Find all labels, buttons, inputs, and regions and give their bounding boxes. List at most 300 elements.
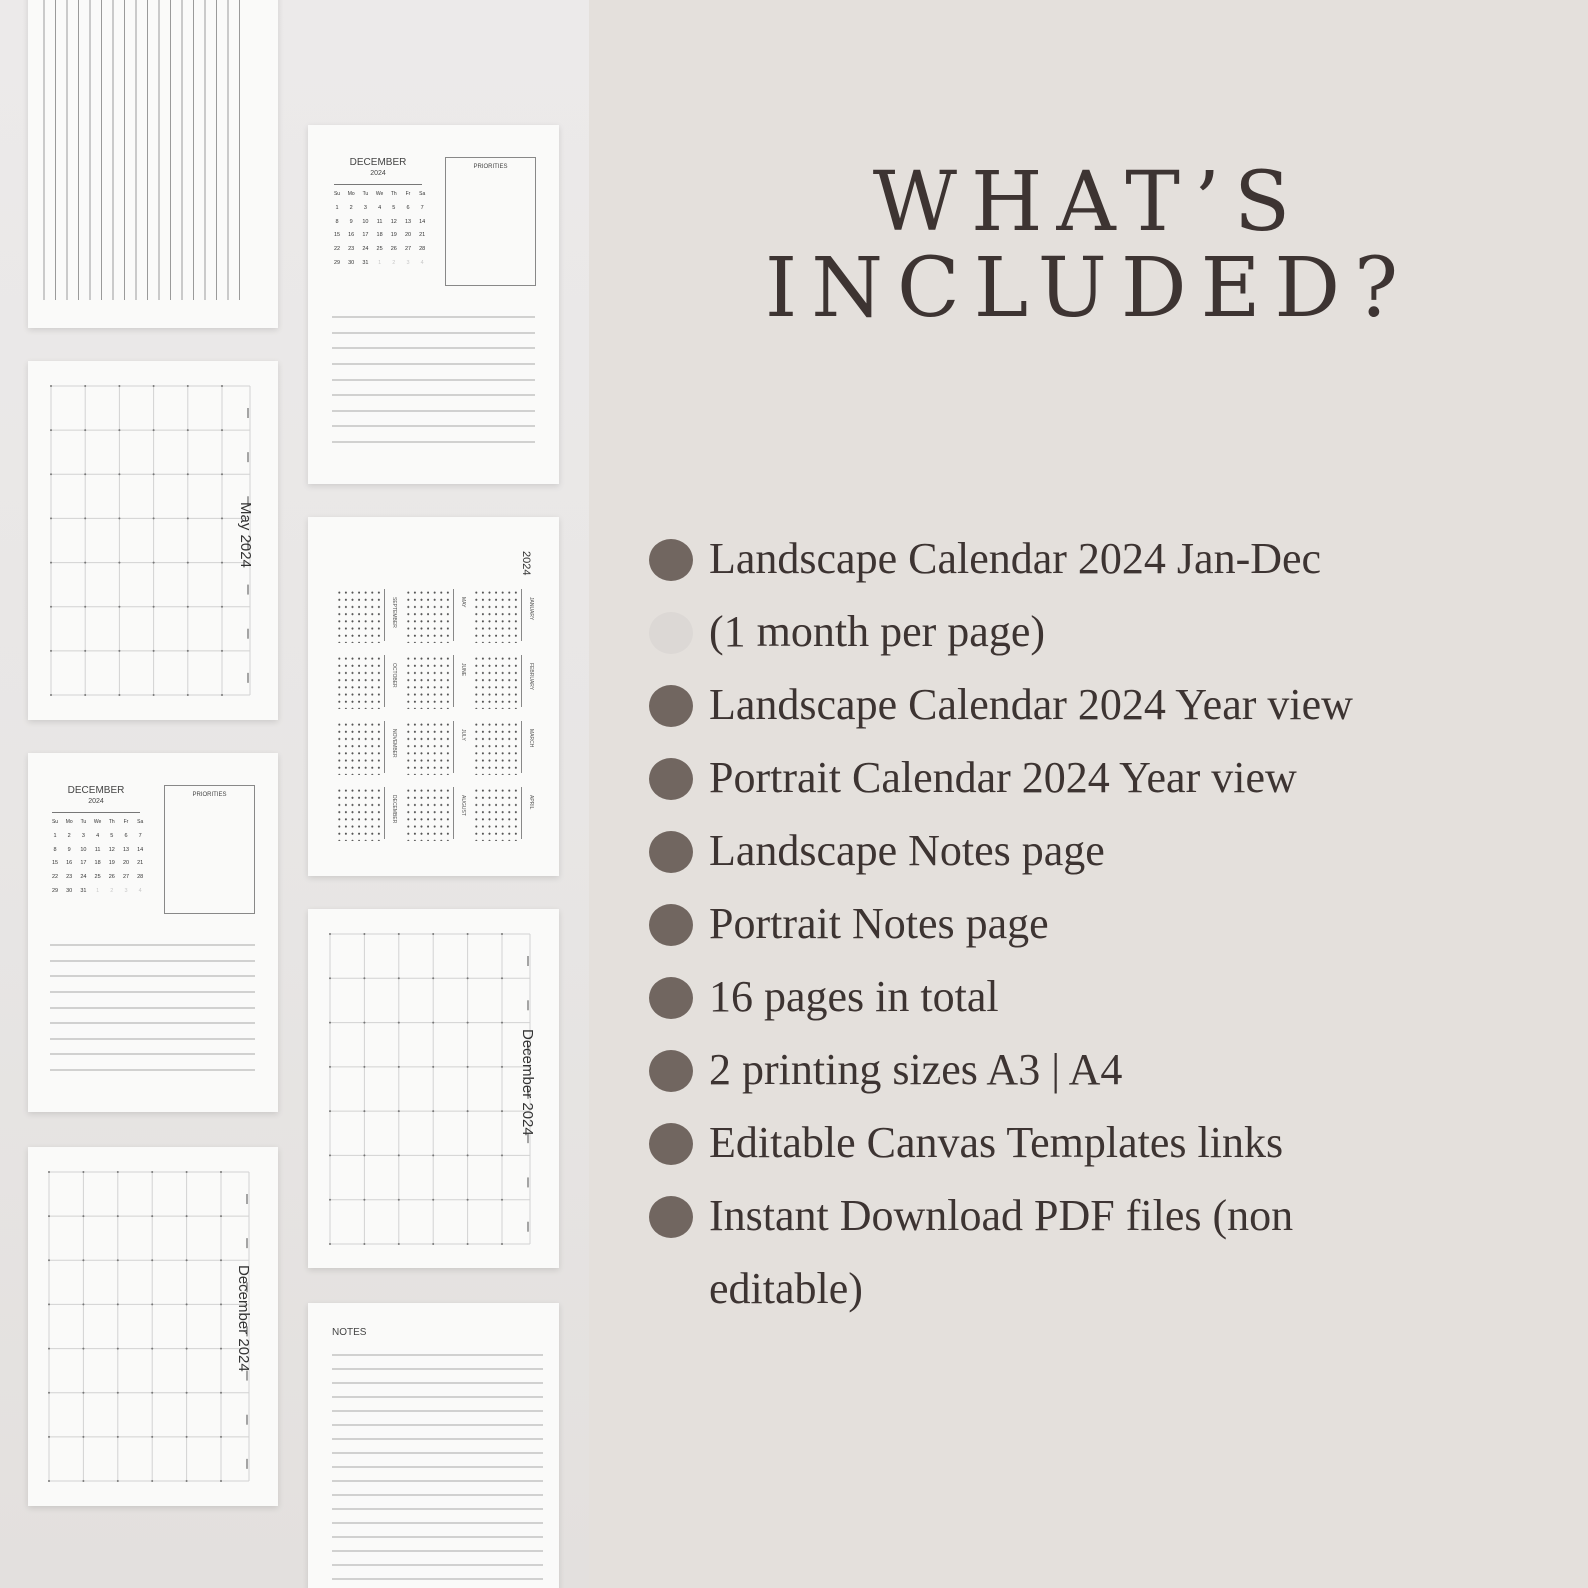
day-number: 9 (349, 218, 353, 225)
year-month-days (405, 655, 451, 709)
day-number: 9 (67, 846, 71, 853)
day-number: 1 (378, 260, 382, 266)
day-number: 20 (122, 860, 130, 867)
weekday-label: Mo (65, 819, 73, 825)
grid-dot (118, 385, 120, 387)
grid-dot (398, 1243, 400, 1245)
grid-dot (82, 1480, 84, 1482)
grid-dot (329, 1022, 331, 1024)
grid-dot (398, 1110, 400, 1112)
day-number: 3 (81, 832, 85, 839)
day-number: 21 (137, 860, 144, 867)
priorities-label: PRIORITIES (192, 792, 227, 798)
feature-item: Landscape Calendar 2024 Year view (709, 680, 1353, 729)
grid-dot (221, 562, 223, 564)
year-month-days (336, 589, 382, 643)
day-number: 12 (108, 846, 115, 853)
grid-dot (398, 933, 400, 935)
day-number: 31 (80, 888, 87, 894)
grid-dot (501, 1110, 503, 1112)
day-number: 13 (122, 846, 130, 853)
grid-dot (50, 694, 52, 696)
year-month-label: NOVEMBER (391, 729, 397, 758)
grid-dot (501, 1154, 503, 1156)
priorities-label: PRIORITIES (473, 164, 508, 170)
mini-year-label: 2024 (88, 798, 104, 805)
grid-dot (398, 1154, 400, 1156)
weekday-label: Sa (419, 191, 426, 197)
year-month-days (473, 655, 519, 709)
grid-dot (186, 1215, 188, 1217)
day-number: 4 (420, 260, 424, 266)
bullet-icon (649, 977, 693, 1019)
year-month-divider (521, 655, 522, 707)
bullet-icon (649, 758, 693, 800)
grid-dot (82, 1259, 84, 1261)
day-number: 31 (362, 260, 369, 266)
grid-dot (151, 1259, 153, 1261)
day-number: 4 (138, 888, 142, 894)
year-month-divider (521, 589, 522, 641)
grid-dot (187, 517, 189, 519)
grid-dot (151, 1303, 153, 1305)
grid-dot (467, 1199, 469, 1201)
grid-dot (220, 1215, 222, 1217)
weekday-label: Sa (137, 819, 144, 825)
preview-december-priorities-b (28, 753, 278, 1112)
grid-dot (153, 385, 155, 387)
day-number: 23 (348, 246, 355, 253)
day-number: 2 (392, 260, 396, 266)
year-month-label: DECEMBER (391, 795, 397, 824)
grid-dot (363, 1243, 365, 1245)
grid-dot (329, 1110, 331, 1112)
day-number: 17 (362, 232, 369, 239)
grid-dot (50, 473, 52, 475)
preview-december-priorities-a (308, 125, 559, 484)
grid-dot (398, 1022, 400, 1024)
grid-dot (363, 1066, 365, 1068)
grid-dot (82, 1215, 84, 1217)
year-month-days (473, 589, 519, 643)
day-number: 5 (110, 832, 114, 839)
grid-dot (501, 933, 503, 935)
grid-dot (50, 517, 52, 519)
grid-dot (84, 517, 86, 519)
grid-dot (117, 1303, 119, 1305)
year-month-divider (521, 787, 522, 839)
day-number: 22 (333, 246, 341, 253)
day-number: 18 (376, 232, 383, 239)
preview-year-view (308, 517, 559, 876)
page-title (589, 155, 1588, 336)
grid-dot (187, 694, 189, 696)
weekday-label: Fr (405, 191, 411, 197)
year-month-days (336, 721, 382, 775)
year-month-label: AUGUST (460, 795, 466, 816)
feature-item: Editable Canvas Templates links (709, 1118, 1284, 1167)
grid-dot (118, 562, 120, 564)
day-number: 30 (66, 888, 73, 894)
grid-dot (118, 429, 120, 431)
grid-dot (187, 606, 189, 608)
year-month-label: JULY (460, 729, 466, 741)
feature-item: Landscape Notes page (709, 826, 1105, 875)
grid-dot (363, 977, 365, 979)
year-month-divider (384, 655, 385, 707)
feature-item: Instant Download PDF files (non (709, 1191, 1294, 1240)
december-label: December 2024 (519, 1029, 536, 1136)
feature-item: (1 month per page) (709, 607, 1045, 656)
year-month-label: JUNE (460, 663, 466, 677)
day-number: 20 (404, 232, 412, 239)
grid-dot (82, 1392, 84, 1394)
grid-dot (153, 517, 155, 519)
grid-dot (221, 429, 223, 431)
grid-dot (48, 1348, 50, 1350)
year-month-days (473, 787, 519, 841)
grid-dot (50, 385, 52, 387)
grid-dot (48, 1215, 50, 1217)
grid-dot (153, 473, 155, 475)
preview-may-2024 (28, 361, 278, 720)
grid-dot (467, 1066, 469, 1068)
grid-dot (50, 606, 52, 608)
grid-dot (117, 1436, 119, 1438)
day-number: 29 (51, 888, 59, 894)
grid-dot (432, 1199, 434, 1201)
weekday-label: We (93, 819, 102, 825)
mini-year-label: 2024 (370, 170, 386, 177)
december-bottom-label: December 2024 (235, 1265, 252, 1372)
year-month-divider (384, 721, 385, 773)
day-number: 12 (390, 218, 397, 225)
feature-item: 2 printing sizes A3 | A4 (709, 1045, 1123, 1094)
grid-dot (151, 1171, 153, 1173)
grid-dot (467, 1243, 469, 1245)
day-number: 24 (80, 874, 87, 881)
bullet-icon (649, 904, 693, 946)
bullet-icon (649, 1050, 693, 1092)
grid-dot (221, 650, 223, 652)
grid-dot (84, 385, 86, 387)
grid-dot (48, 1303, 50, 1305)
day-number: 13 (404, 218, 412, 225)
day-number: 3 (124, 888, 128, 894)
grid-dot (329, 1154, 331, 1156)
day-number: 7 (138, 832, 142, 839)
day-number: 6 (124, 832, 128, 839)
grid-dot (187, 429, 189, 431)
day-number: 11 (376, 218, 383, 225)
preview-december-2024-bottom (28, 1147, 278, 1506)
grid-dot (467, 933, 469, 935)
bullet-icon (649, 1196, 693, 1238)
grid-dot (48, 1259, 50, 1261)
grid-dot (84, 473, 86, 475)
day-number: 6 (406, 204, 410, 211)
grid-dot (363, 933, 365, 935)
year-label: 2024 (520, 551, 532, 576)
grid-dot (220, 1480, 222, 1482)
grid-dot (329, 1066, 331, 1068)
grid-dot (501, 1199, 503, 1201)
grid-dot (50, 562, 52, 564)
grid-dot (501, 977, 503, 979)
grid-dot (363, 1154, 365, 1156)
bullet-icon (649, 1123, 693, 1165)
title-line-2: INCLUDED? (764, 241, 1413, 336)
bullet-icon (649, 539, 693, 581)
year-month-divider (453, 787, 454, 839)
weekday-label: Su (333, 191, 341, 197)
grid-dot (151, 1436, 153, 1438)
grid-dot (432, 1154, 434, 1156)
day-number: 27 (404, 246, 412, 253)
bullet-icon (649, 612, 693, 654)
grid-dot (467, 1022, 469, 1024)
grid-dot (398, 1199, 400, 1201)
grid-dot (220, 1259, 222, 1261)
grid-dot (48, 1392, 50, 1394)
day-number: 26 (108, 874, 115, 881)
grid-dot (187, 562, 189, 564)
grid-dot (118, 694, 120, 696)
grid-dot (84, 650, 86, 652)
weekday-label: Su (51, 819, 59, 825)
year-month-label: FEBRUARY (528, 663, 534, 691)
feature-item: Landscape Calendar 2024 Jan-Dec (709, 534, 1322, 583)
grid-dot (117, 1392, 119, 1394)
grid-dot (186, 1259, 188, 1261)
grid-dot (82, 1171, 84, 1173)
weekday-label: Th (108, 819, 115, 825)
year-month-label: MAY (460, 597, 466, 608)
grid-dot (186, 1392, 188, 1394)
feature-item: Portrait Calendar 2024 Year view (709, 753, 1297, 802)
grid-dot (363, 1110, 365, 1112)
grid-dot (153, 429, 155, 431)
grid-dot (84, 562, 86, 564)
notes-label: NOTES (332, 1327, 367, 1338)
grid-dot (151, 1215, 153, 1217)
grid-dot (467, 1110, 469, 1112)
grid-dot (117, 1480, 119, 1482)
day-number: 26 (390, 246, 397, 253)
weekday-label: Fr (123, 819, 129, 825)
grid-dot (432, 1066, 434, 1068)
grid-dot (432, 977, 434, 979)
day-number: 15 (51, 860, 59, 867)
day-number: 28 (137, 874, 144, 881)
grid-dot (117, 1215, 119, 1217)
grid-dot (186, 1480, 188, 1482)
grid-dot (501, 1022, 503, 1024)
day-number: 1 (96, 888, 100, 894)
grid-dot (467, 977, 469, 979)
may-label: May 2024 (237, 502, 254, 568)
day-number: 18 (94, 860, 101, 867)
grid-dot (186, 1436, 188, 1438)
grid-dot (329, 1243, 331, 1245)
day-number: 2 (110, 888, 114, 894)
grid-dot (363, 1022, 365, 1024)
day-number: 22 (51, 874, 59, 881)
grid-dot (187, 385, 189, 387)
day-number: 14 (419, 218, 426, 225)
grid-dot (220, 1171, 222, 1173)
note-lines (308, 125, 559, 484)
grid-dot (221, 517, 223, 519)
grid-dot (151, 1392, 153, 1394)
grid-dot (221, 473, 223, 475)
grid-dot (187, 650, 189, 652)
day-number: 17 (80, 860, 87, 867)
day-number: 8 (53, 846, 57, 853)
feature-item: Portrait Notes page (709, 899, 1049, 948)
mini-month-label: DECEMBER (349, 157, 407, 168)
day-number: 4 (96, 832, 100, 839)
preview-landscape-notes (308, 1303, 559, 1588)
grid-dot (329, 933, 331, 935)
grid-dot (151, 1348, 153, 1350)
grid-dot (220, 1436, 222, 1438)
year-month-divider (453, 655, 454, 707)
year-month-label: APRIL (528, 795, 534, 810)
grid-dot (501, 1066, 503, 1068)
day-number: 1 (53, 832, 57, 839)
year-month-divider (384, 589, 385, 641)
grid-dot (398, 1066, 400, 1068)
grid-dot (186, 1348, 188, 1350)
grid-dot (48, 1436, 50, 1438)
day-number: 8 (335, 218, 339, 225)
preview-portrait-notes-top (28, 0, 278, 328)
vertical-lines (28, 0, 278, 328)
year-month-label: OCTOBER (391, 663, 397, 688)
grid-dot (221, 385, 223, 387)
day-number: 23 (66, 874, 73, 881)
grid-dot (84, 429, 86, 431)
grid-dot (467, 1154, 469, 1156)
year-month-days (336, 787, 382, 841)
grid-dot (82, 1303, 84, 1305)
title-line-1: WHAT’S (872, 155, 1305, 250)
day-number: 30 (348, 260, 355, 266)
day-number: 1 (335, 204, 339, 211)
day-number: 15 (333, 232, 341, 239)
day-number: 2 (67, 832, 71, 839)
day-number: 19 (390, 232, 397, 239)
day-number: 29 (333, 260, 341, 266)
grid-dot (186, 1303, 188, 1305)
day-number: 14 (137, 846, 144, 853)
day-number: 28 (419, 246, 426, 253)
grid-dot (118, 650, 120, 652)
day-number: 10 (362, 218, 369, 225)
year-month-divider (521, 721, 522, 773)
day-number: 5 (392, 204, 396, 211)
weekday-label: Tu (80, 819, 87, 825)
grid-dot (151, 1480, 153, 1482)
year-month-days (405, 589, 451, 643)
year-month-divider (384, 787, 385, 839)
grid-dot (363, 1199, 365, 1201)
year-month-days (473, 721, 519, 775)
day-number: 3 (406, 260, 410, 266)
grid-dot (153, 650, 155, 652)
preview-panel (0, 0, 589, 1588)
note-lines (28, 753, 278, 1112)
grid-dot (220, 1348, 222, 1350)
preview-december-2024 (308, 909, 559, 1268)
grid-dot (153, 694, 155, 696)
year-month-label: SEPTEMBER (391, 597, 397, 628)
grid-dot (50, 429, 52, 431)
year-month-label: MARCH (528, 729, 534, 748)
grid-dot (50, 650, 52, 652)
day-number: 7 (420, 204, 424, 211)
grid-dot (329, 977, 331, 979)
grid-dot (153, 606, 155, 608)
grid-dot (48, 1480, 50, 1482)
feature-item: editable) (709, 1264, 863, 1313)
day-number: 3 (363, 204, 367, 211)
weekday-label: Mo (347, 191, 355, 197)
year-month-label: JANUARY (528, 597, 534, 621)
day-number: 2 (349, 204, 353, 211)
day-number: 19 (108, 860, 115, 867)
grid-dot (118, 606, 120, 608)
weekday-label: Tu (362, 191, 369, 197)
year-month-days (405, 721, 451, 775)
grid-dot (501, 1243, 503, 1245)
day-number: 11 (94, 846, 101, 853)
grid-dot (84, 694, 86, 696)
bullet-icon (649, 831, 693, 873)
day-number: 25 (94, 874, 101, 881)
grid-dot (220, 1392, 222, 1394)
weekday-label: Th (390, 191, 397, 197)
grid-dot (117, 1348, 119, 1350)
bullet-icon (649, 685, 693, 727)
grid-dot (186, 1171, 188, 1173)
day-number: 25 (376, 246, 383, 253)
grid-dot (221, 606, 223, 608)
grid-dot (153, 562, 155, 564)
grid-dot (221, 694, 223, 696)
grid-dot (48, 1171, 50, 1173)
grid-dot (432, 1022, 434, 1024)
year-month-days (405, 787, 451, 841)
grid-dot (118, 517, 120, 519)
grid-dot (398, 977, 400, 979)
day-number: 4 (378, 204, 382, 211)
grid-dot (329, 1199, 331, 1201)
content-panel (589, 0, 1588, 1588)
weekday-label: We (375, 191, 384, 197)
grid-dot (432, 1243, 434, 1245)
day-number: 16 (66, 860, 73, 867)
day-number: 16 (348, 232, 355, 239)
day-number: 10 (80, 846, 87, 853)
grid-dot (117, 1259, 119, 1261)
grid-dot (187, 473, 189, 475)
grid-dot (432, 933, 434, 935)
mini-month-label: DECEMBER (67, 785, 125, 796)
grid-dot (432, 1110, 434, 1112)
note-lines (308, 1303, 559, 1588)
